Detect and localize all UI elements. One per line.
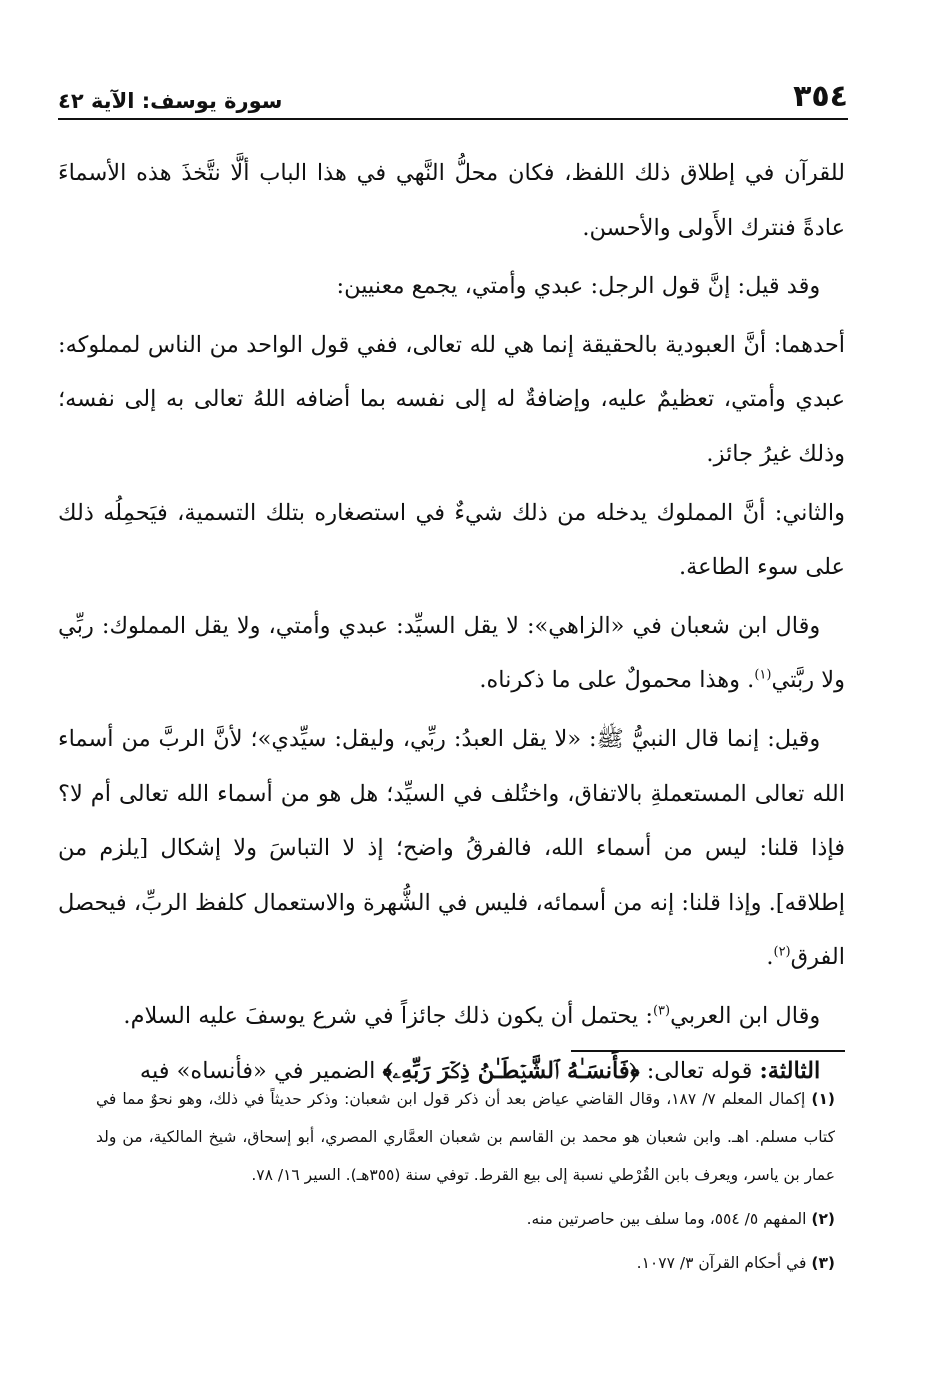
footnote-ref-1[interactable]: (١) xyxy=(754,667,772,683)
paragraph-8: الثالثة: قوله تعالى: ﴿فَأَنسَـٰهُ ٱلشَّيۡطَـٰنُ ذِكۡرَ رَبِّهِۦ﴾ الضمير في «فأنساه» فيه xyxy=(139,1057,821,1084)
paragraph-7: وقال ابن العربي$^{(٣)}$: يحتمل أن يكون ذلك جائزاً في شرع يوسفَ عليه السلام. xyxy=(123,1002,821,1029)
footnotes xyxy=(96,1080,835,1288)
paragraph-6: وقيل: إنما قال النبيُّ ﷺ: «لا يقل العبدُ: ربِّي، وليقل: سيِّدي»؛ لأنَّ الربَّ من أسماء الله تعالى المستعملةِ بالاتفاق، واختُلف في السيِّد؛ هل هو من أسماء الله تعالى أم لا؟ فإذا قلنا: ليس من أسماء الله، فالفرقُ واضح؛ إذ لا التباسَ ولا إشكال [يلزم من إطلاقه]. وإذا قلنا: إنه من أسمائه، فليس في الشُّهرة والاستعمال كلفظ الربِّ، فيحصل الفرق$^{(٢)}$. xyxy=(58,725,845,971)
paragraph-3: أحدهما: أنَّ العبودية بالحقيقة إنما هي لله تعالى، ففي قول الواحد من الناس لمملوكه: عبدي وأمتي، تعظيمٌ عليه، وإضافةٌ له إلى نفسه بما أضافه اللهُ تعالى به إلى نفسه؛ وذلك غيرُ جائز. xyxy=(58,331,845,467)
section-lead: الثالثة: xyxy=(759,1057,821,1084)
footnote-number-3: (٣) xyxy=(811,1254,835,1272)
page-header xyxy=(58,68,848,120)
footnote-separator xyxy=(571,1050,845,1052)
footnote-ref-3[interactable]: (٣) xyxy=(652,1003,671,1019)
main-text xyxy=(58,146,845,1098)
quran-verse: ﴿فَأَنسَـٰهُ ٱلشَّيۡطَـٰنُ ذِكۡرَ رَبِّهِۦ﴾ xyxy=(382,1057,640,1084)
footnote-3: (٣) في أحكام القرآن ٣/ ١٠٧٧. xyxy=(636,1254,835,1272)
paragraph-1: للقرآن في إطلاق ذلك اللفظ، فكان محلُّ النَّهي في هذا الباب ألَّا نتَّخذَ هذه الأسماءَ عادةً فنترك الأَولى والأحسن. xyxy=(58,160,845,241)
paragraph-2: وقد قيل: إنَّ قول الرجل: عبدي وأمتي، يجمع معنيين: xyxy=(336,273,821,300)
footnote-1: (١) إكمال المعلم ٧/ ١٨٧، وقال القاضي عياض بعد أن ذكر قول ابن شعبان: وذكر حديثاً في ذلك، وهو نحوٌ مما في كتاب مسلم. اهـ. وابن شعبان هو محمد بن القاسم بن شعبان العمَّاري المصري، أبو إسحاق، شيخ المالكية، من ولد عمار بن ياسر، ويعرف بابن القُرْطي نسبة إلى بيع القرط. توفي سنة (٣٥٥هـ). السير ١٦/ ٧٨. xyxy=(96,1090,835,1184)
footnote-number-1: (١) xyxy=(811,1090,835,1108)
page-number: ٣٥٤ xyxy=(793,79,848,114)
paragraph-5: وقال ابن شعبان في «الزاهي»: لا يقل السيِّد: عبدي وأمتي، ولا يقل المملوك: ربِّي ولا ربَّتي$^{(١)}$. وهذا محمولٌ على ما ذكرناه. xyxy=(58,612,845,694)
footnote-number-2: (٢) xyxy=(811,1210,835,1228)
paragraph-4: والثاني: أنَّ المملوك يدخله من ذلك شيءٌ في استصغاره بتلك التسمية، فيَحمِلُه ذلك على سوء الطاعة. xyxy=(58,499,845,581)
footnote-2: (٢) المفهم ٥/ ٥٥٤، وما سلف بين حاصرتين منه. xyxy=(526,1210,835,1228)
footnote-ref-2[interactable]: (٢) xyxy=(773,944,791,960)
running-title: سورة يوسف: الآية ٤٢ xyxy=(58,89,283,113)
